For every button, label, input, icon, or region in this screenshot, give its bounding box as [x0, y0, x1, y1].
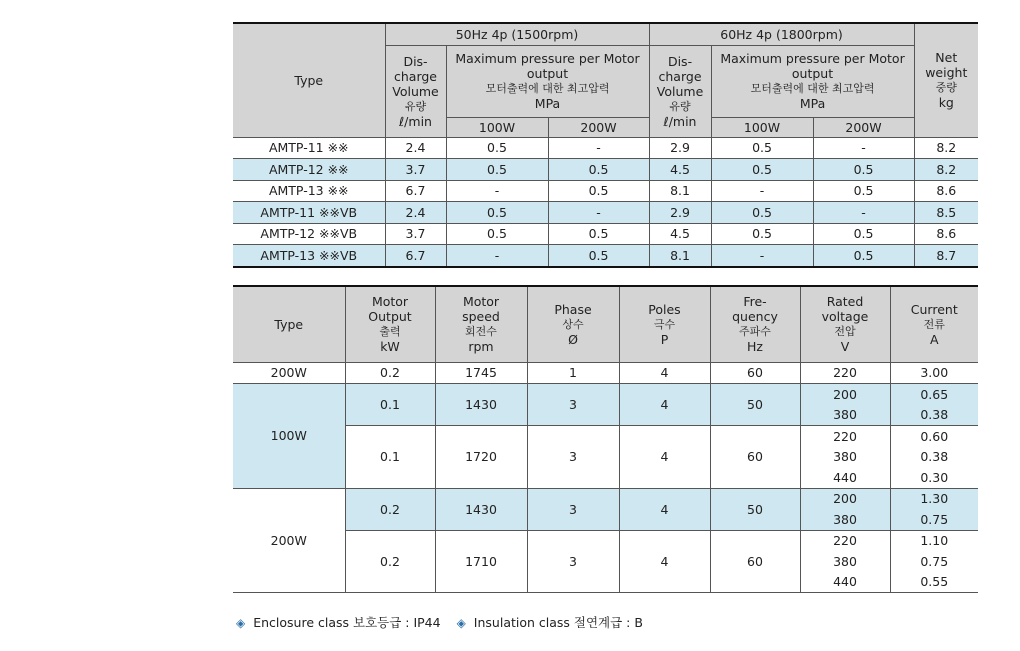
table-row: 380 0.38: [233, 447, 978, 468]
type-cell: AMTP-13 ※※: [233, 180, 385, 202]
motor-speed-header: Motor speed 회전수 rpm: [435, 286, 527, 362]
table-row: 200W 0.2 1430 3 4 50 200 1.30: [233, 488, 978, 509]
table-row: AMTP-11 ※※ 2.4 0.5 - 2.9 0.5 - 8.2: [233, 137, 978, 159]
hz50-header: 50Hz 4p (1500rpm): [385, 23, 649, 45]
frequency-header: Fre- quency 주파수 Hz: [710, 286, 800, 362]
pressure-spec-table: [233, 22, 978, 268]
max-pressure-header-50: Maximum pressure per Motor output 모터출력에 대한 최고압력 MPa: [446, 45, 649, 117]
type-cell: AMTP-13 ※※VB: [233, 245, 385, 267]
hz60-header: 60Hz 4p (1800rpm): [649, 23, 914, 45]
type-cell: AMTP-12 ※※VB: [233, 223, 385, 245]
poles-header: Poles 극수 P: [619, 286, 710, 362]
type-cell: AMTP-11 ※※: [233, 137, 385, 159]
table-row: 100W 0.1 1430 3 4 50 200 0.65: [233, 384, 978, 405]
col-100w-60: 100W: [711, 117, 813, 137]
discharge-header-60: Dis- charge Volume 유량 ℓ/min: [649, 45, 711, 137]
phase-header: Phase 상수 Ø: [527, 286, 619, 362]
table-row: AMTP-13 ※※VB 6.7 - 0.5 8.1 - 0.5 8.7: [233, 245, 978, 267]
table-row: AMTP-12 ※※ 3.7 0.5 0.5 4.5 0.5 0.5 8.2: [233, 159, 978, 181]
discharge-header-50: Dis- charge Volume 유량 ℓ/min: [385, 45, 446, 137]
table-row: AMTP-13 ※※ 6.7 - 0.5 8.1 - 0.5 8.6: [233, 180, 978, 202]
table-row: 440 0.30: [233, 467, 978, 488]
type-header: Type: [233, 23, 385, 137]
motor-spec-table: [233, 285, 978, 593]
table-row: AMTP-11 ※※VB 2.4 0.5 - 2.9 0.5 - 8.5: [233, 202, 978, 224]
motor-output-header: Motor Output 출력 kW: [345, 286, 435, 362]
col-100w-50: 100W: [446, 117, 548, 137]
table-row: 200W 0.2 1745 1 4 60 220 3.00: [233, 362, 978, 384]
current-header: Current 전류 A: [890, 286, 978, 362]
table-row: 380 0.75: [233, 509, 978, 530]
spec-footnote: [236, 613, 647, 631]
type-cell: 100W: [233, 384, 345, 489]
type-cell: 200W: [233, 488, 345, 593]
max-pressure-header-60: Maximum pressure per Motor output 모터출력에 대한 최고압력 MPa: [711, 45, 914, 117]
diamond-bullet-icon: ◈: [236, 616, 246, 630]
type-cell: AMTP-11 ※※VB: [233, 202, 385, 224]
table-row: 0.2 1710 3 4 60 220 1.10: [233, 530, 978, 551]
table-row: 380 0.38: [233, 405, 978, 426]
enclosure-class-note: Enclosure class 보호등급 : IP44: [253, 615, 441, 630]
insulation-class-note: Insulation class 절연계급 : B: [473, 615, 643, 630]
net-weight-header: Net weight 중량 kg: [914, 23, 978, 137]
table-row: 380 0.75: [233, 551, 978, 572]
type-header: Type: [233, 286, 345, 362]
type-cell: AMTP-12 ※※: [233, 159, 385, 181]
diamond-bullet-icon: ◈: [456, 616, 466, 630]
rated-voltage-header: Rated voltage 전압 V: [800, 286, 890, 362]
table-row: 440 0.55: [233, 572, 978, 593]
table-row: 0.1 1720 3 4 60 220 0.60: [233, 426, 978, 447]
col-200w-60: 200W: [813, 117, 914, 137]
table-row: AMTP-12 ※※VB 3.7 0.5 0.5 4.5 0.5 0.5 8.6: [233, 223, 978, 245]
col-200w-50: 200W: [548, 117, 649, 137]
